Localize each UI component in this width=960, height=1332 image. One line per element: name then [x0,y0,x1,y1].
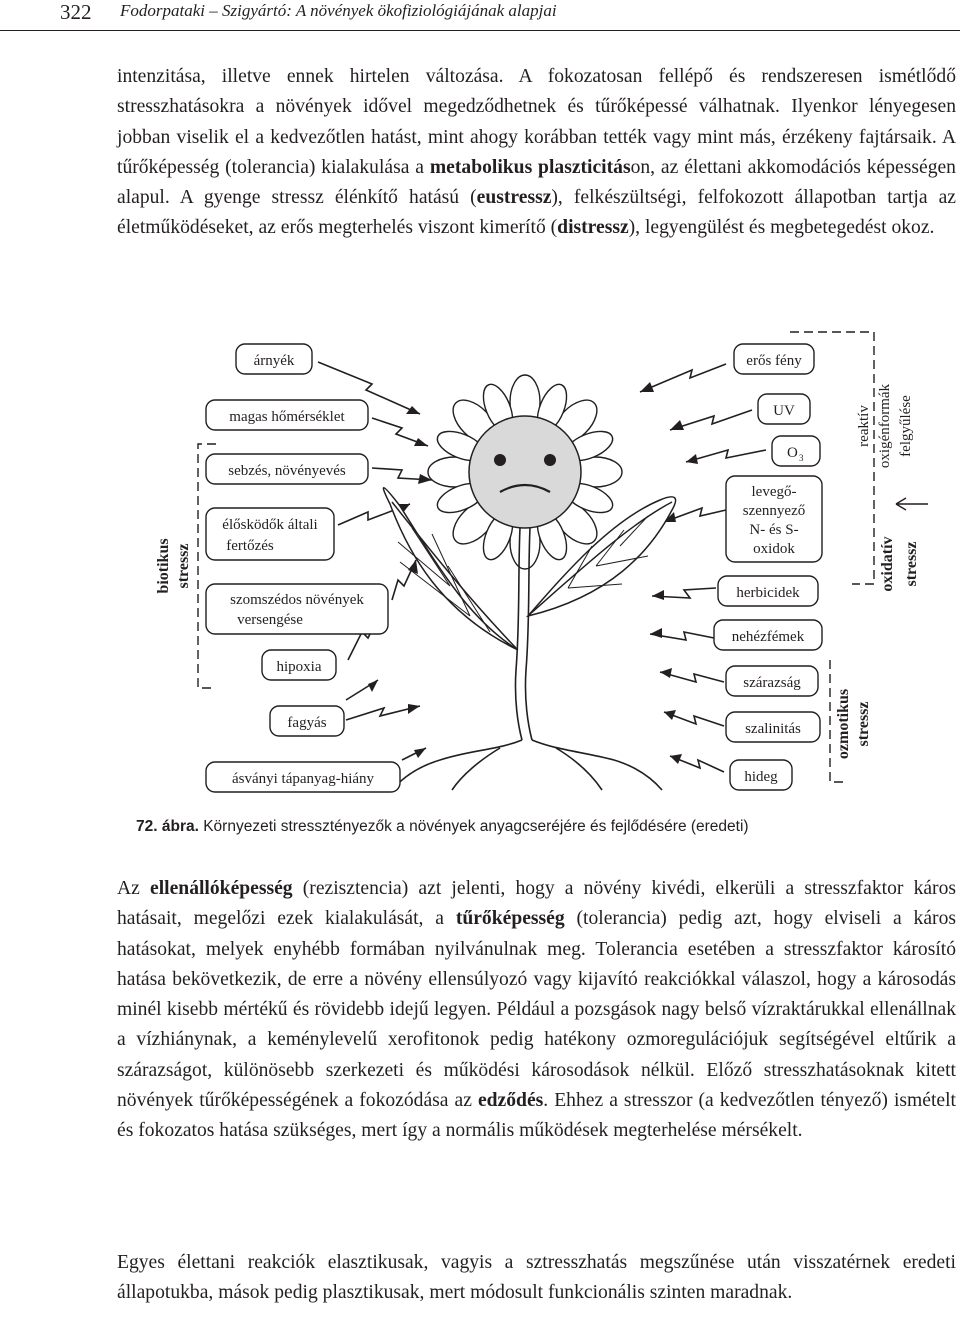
right-label-7 [726,666,818,696]
bold-term: tűrőképesség [455,908,565,930]
ros-label-3: felgyűlése [898,395,914,457]
header-rule [0,30,960,31]
label-text: szennyező [742,503,806,519]
bold-term: metabolikus plaszticitás [429,156,631,178]
label-text: ásványi tápanyag-hiány [231,771,375,787]
roots [392,740,662,790]
figure-svg [0,320,960,800]
biotic-label-2: stressz [175,543,192,589]
label-text: hideg [744,769,778,785]
label-text: erős fény [746,353,802,369]
label-text: fertőzés [226,538,274,554]
page-number: 322 [60,0,92,24]
label-text: UV [773,403,795,419]
label-text: szárazság [743,675,801,691]
label-text: levegő- [751,484,797,500]
right-label-9 [730,760,792,790]
paragraph-3 [117,1248,956,1309]
osmotic-label-2: stressz [855,701,872,747]
running-head: Fodorpataki – Szigyártó: A növények ökofiziológiájának alapjai [120,1,557,20]
text-span: (tolerancia) pedig azt, hogy elviseli a káros hatásokat, melyek enyhébb formában nyilvánulnak meg. Tolerancia esetében a stresszfaktor károsító hatása bekövetkezik, de erre a növény ellensúlyozó vagy kijavító reakciókkal válaszol, hogy a károsodás minél kisebb mértékű és rövidebb idejű legyen. Például a pozsgások nagy belső vízraktárukkal ellenállnak a vízhiánynak, a keménylevelű xerofitonok pedig hatékony ozmoregulációjuk segítségével eltűrik a szárazságot, különösebb szerkezeti és működési károsodások nélkül. Előző stresszhatásoknak kitett növények tűrőképességének a fokozódása az [117,908,957,1112]
ros-arrow [896,498,928,510]
bold-term: ellenállóképesség [150,878,293,899]
left-label-6 [262,650,336,680]
label-text: szomszédos növények [230,592,364,608]
left-label-2 [206,400,368,430]
label-text: szalinitás [745,721,801,737]
paragraph-1 [117,62,956,244]
right-label-1 [734,344,814,374]
text-span: intenzitása, illetve ennek hirtelen változása. A fokozatosan fellépő és rendszeresen ismétlődő stresszhatásokra a növények idővel megedződhetnek és tűrőképessé válhatnak. Ilyenkor lényegesen jobban viselik el a kedvezőtlen hatást, mint ahogy korábban tették vagy mint más, érzékeny fajtársaik. A tűrőképesség (tolerancia) kialakulása a [117,66,956,178]
text-span: . Ehhez a stresszor (a kedvezőtlen tényező) ismételt és fokozatos hatása szükséges, mert így a normális működések megterhelése mérsékelt. [117,1090,956,1142]
left-label-3 [206,454,368,484]
text-span: on, az élettani akkomodációs képességen alapul. A gyenge stressz élénkítő hatású ( [117,156,956,209]
right-label-6 [714,620,822,650]
caption-text: Környezeti stressztényezők a növények anyagcseréjére és fejlődésére (eredeti) [198,818,749,835]
left-label-1 [236,344,312,374]
label-text: élősködők általi [222,517,318,533]
text-span: (rezisztencia) azt jelenti, hogy a növény kivédi, elkerüli a stresszfaktor káros hatásait, megelőzi ezek kialakulását, a [117,878,957,930]
paragraph-2 [117,874,956,1147]
text-span: Az [117,878,151,899]
left-label-4 [206,508,334,560]
bold-term: edződés [477,1090,544,1112]
label-text: 3 [799,453,804,463]
label-text: versengése [237,612,303,628]
right-eye [544,454,556,466]
left-label-5 [206,584,388,634]
left-eye [494,454,506,466]
ros-label-1: reaktív [856,405,872,447]
text-span: ), felkészültségi, felfokozott állapotban tartja az életműködéseket, az erős megterhelés viszont kimerítő ( [117,187,956,239]
oxidative-label-1: oxidatív [879,536,896,592]
label-text: N- és S- [749,522,799,538]
label-text: O [787,445,798,461]
text-span: Egyes élettani reakciók elasztikusak, vagyis a sztresszhatás megszűnése után visszatérnek eredeti állapotukba, mások pedig plasztikusak, mert módosult funkcionális szinten maradnak. [117,1252,956,1304]
label-text: magas hőmérséklet [229,409,345,425]
bold-term: distressz [557,217,629,239]
ros-label-2: oxigénformák [877,383,893,469]
label-text: árnyék [253,353,295,369]
label-text: hipoxia [276,659,322,675]
page-header [0,0,960,34]
right-label-2 [758,394,810,424]
osmotic-label-1: ozmotikus [835,688,852,760]
caption-label: 72. ábra. [136,818,199,835]
right-label-5 [718,576,818,606]
text-span: ), legyengülést és megbetegedést okoz. [628,217,935,239]
label-text: nehézfémek [731,629,805,645]
sunflower-plant [383,375,675,790]
right-label-4 [726,476,822,562]
label-text: herbicidek [736,585,800,601]
stress-factors-figure [0,320,960,800]
label-text: sebzés, növényevés [228,463,346,479]
sunflower-face [469,416,581,528]
right-label-3 [772,436,820,466]
right-label-8 [726,712,820,742]
figure-caption [136,818,749,836]
label-text: oxidok [753,541,795,557]
bold-term: eustressz [476,187,552,209]
left-label-8 [206,762,400,792]
oxidative-label-2: stressz [903,541,920,587]
left-label-7 [270,706,344,736]
label-text: fagyás [287,715,327,731]
biotic-label-1: biotikus [155,538,172,594]
